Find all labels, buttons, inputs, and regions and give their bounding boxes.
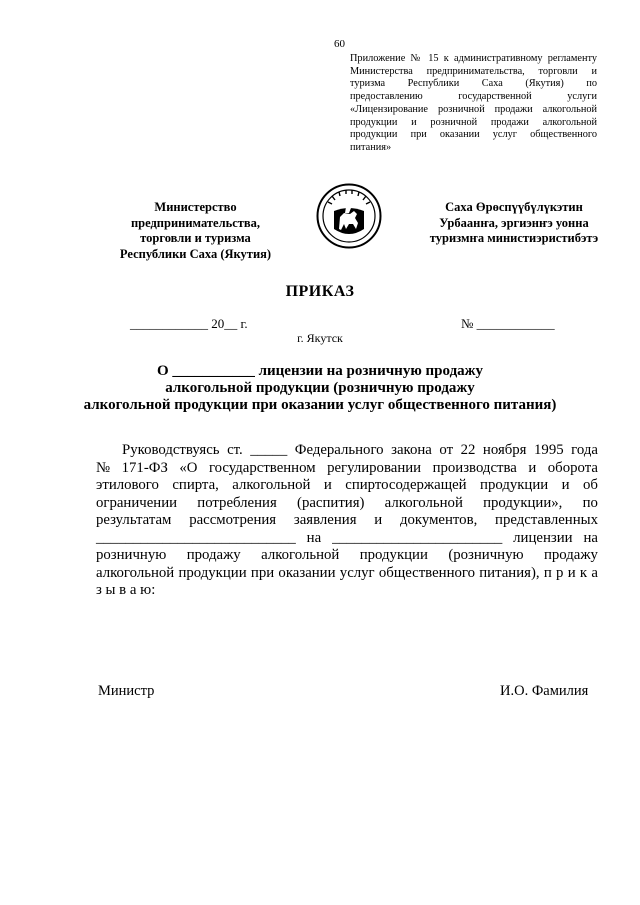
sakha-coat-of-arms-icon [316, 183, 382, 249]
ministry-ru-line: Республики Саха (Якутия) [119, 246, 272, 261]
body-word: питания), [479, 564, 540, 581]
body-line [96, 530, 598, 548]
body-word: регулировании [327, 459, 422, 476]
body-word: на [306, 529, 322, 546]
order-body [96, 442, 598, 600]
ministry-sakha-line: Саха Өрөспүүбүлүкэтин [445, 200, 583, 214]
body-word: и [561, 477, 570, 493]
body-word: п [543, 564, 552, 581]
body-word: ст. [227, 442, 243, 458]
ministry-sakha-line: туризмҥа министиэристибэтэ [429, 231, 599, 245]
body-word: и [567, 564, 576, 581]
ministry-name-sakha [404, 200, 624, 247]
appendix-line: продукции при оказании услуг общественного [350, 129, 597, 141]
body-word: з ы в а ю: [96, 582, 156, 598]
body-word: и [323, 477, 332, 493]
body-word: 22 [460, 442, 476, 458]
body-word: алкогольной [384, 494, 463, 511]
body-line [96, 582, 598, 600]
body-line [96, 442, 598, 460]
body-word: алкогольной [96, 564, 175, 581]
date-field: ____________ 20__ г. [130, 316, 248, 331]
body-line [96, 495, 598, 513]
body-word: ноября [482, 442, 527, 458]
body-word: продажу [543, 547, 598, 563]
order-number-field: № ____________ [461, 316, 555, 331]
body-word: Руководствуясь [122, 442, 220, 458]
body-word: продажу [186, 547, 241, 563]
body-word: производства [432, 459, 517, 476]
document-title: ПРИКАЗ [285, 283, 355, 300]
body-word: результатам [96, 512, 172, 528]
ministry-sakha-line: Урбаанҥа, эргиэнҥэ уонна [439, 215, 589, 230]
appendix-line: предоставлению государственной услуги [350, 91, 597, 103]
body-word: лицензии [513, 529, 573, 546]
body-line [96, 477, 598, 495]
body-word: к [579, 564, 588, 581]
ministry-name-russian [108, 200, 283, 262]
body-word: (распития) [297, 494, 365, 511]
body-word: на [583, 529, 598, 546]
appendix-line: питания» [350, 141, 392, 153]
page-number: 60 [334, 38, 345, 50]
body-word: по [582, 494, 598, 511]
body-line [96, 460, 598, 478]
appendix-line: Министерства предпринимательства, торговли и [350, 65, 597, 77]
body-word: рассмотрения [189, 512, 277, 528]
appendix-line: Приложение № 15 к административному регламенту [350, 53, 597, 64]
body-word: Федерального [294, 442, 384, 458]
body-word: розничную [96, 547, 167, 563]
appendix-line: «Лицензирование розничной продажи алкогольной [350, 103, 597, 115]
body-word: документов, [399, 512, 478, 528]
body-word: заявления [293, 512, 357, 528]
body-word: услуг [339, 564, 375, 581]
body-word: алкогольной [232, 477, 311, 493]
body-word: а [591, 564, 598, 581]
signer-title: Министр [98, 683, 155, 699]
body-word: «О [179, 459, 198, 476]
body-line [96, 565, 598, 583]
body-word: продукции [178, 564, 247, 581]
heading-line: алкогольной продукции при оказании услуг общественного питания) [83, 397, 557, 413]
appendix-note [350, 53, 597, 155]
body-line [96, 512, 598, 530]
ministry-ru-line: предпринимательства, [130, 215, 261, 230]
body-word: представленных [495, 512, 598, 528]
body-word: № [96, 459, 111, 476]
body-word: от [439, 442, 454, 458]
body-word: алкогольной [261, 547, 340, 563]
body-word: продукции [480, 477, 549, 493]
body-word: общественного [378, 564, 475, 581]
body-word: спиртосодержащей [345, 477, 467, 493]
signer-name: И.О. Фамилия [500, 683, 589, 699]
body-word: продукции [359, 547, 428, 563]
body-word: _______________________ [332, 529, 503, 546]
order-heading [70, 363, 570, 414]
body-word: (розничную [448, 547, 524, 563]
heading-line: О ___________ лицензии на розничную продажу [156, 363, 484, 379]
body-word: ___________________________ [96, 529, 296, 546]
heading-line: алкогольной продукции (розничную продажу [165, 380, 475, 396]
body-word: об [582, 477, 598, 493]
body-word: _____ [250, 442, 288, 458]
body-word: оказании [278, 564, 336, 581]
body-word: оборота [547, 459, 598, 476]
body-word: закона [391, 442, 432, 458]
body-word: года [571, 442, 598, 458]
body-line [96, 547, 598, 565]
body-word: этилового [96, 477, 159, 493]
body-word: и [374, 512, 383, 528]
body-word: ограничении [96, 494, 178, 511]
appendix-line: туризма Республики Саха (Якутия) по [350, 78, 597, 90]
body-word: 171-ФЗ [121, 459, 168, 476]
body-word: 1995 [534, 442, 564, 458]
body-word: спирта, [172, 477, 219, 493]
city-line: г. Якутск [297, 331, 343, 345]
body-word: государственном [208, 459, 316, 476]
body-word: продукции», [483, 494, 563, 511]
ministry-ru-line: торговли и туризма [140, 231, 251, 245]
ministry-ru-line: Министерство [154, 200, 237, 214]
body-word: потребления [197, 494, 277, 511]
appendix-line: продукции и розничной продажи алкогольной [350, 116, 597, 128]
body-word: р [556, 564, 564, 581]
body-word: и [528, 459, 537, 476]
body-word: при [250, 564, 275, 581]
